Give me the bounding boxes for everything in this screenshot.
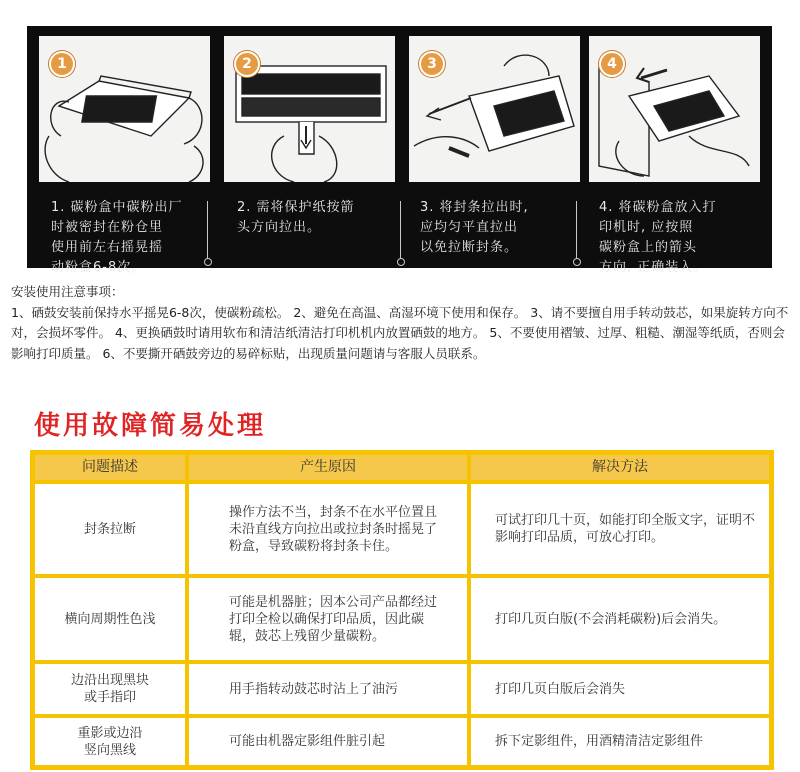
header-cause: 产生原因 bbox=[189, 455, 467, 480]
step-3-illustration bbox=[409, 36, 580, 182]
step-4-badge: 4 bbox=[599, 51, 625, 77]
installation-notes bbox=[11, 282, 791, 364]
step-4-illustration bbox=[589, 36, 760, 182]
troubleshoot-title: 使用故障简易处理 bbox=[34, 411, 267, 441]
installation-steps-banner bbox=[27, 26, 772, 275]
step-4-description: 4. 将碳粉盒放入打 印机时, 应按照 碳粉盒上的箭头 方向, 正确装入。 bbox=[599, 200, 717, 275]
notes-body: 1、硒鼓安装前保持水平摇晃6-8次，使碳粉疏松。 2、避免在高温、高湿环境下使用和保存。 3、请不要擅自用手转动鼓芯，如果旋转方向不对，会损坏零件。 4、更换硒鼓时请用软布和清洁纸清洁打印机机内放置硒鼓的地方。 5、不要使用褶皱、过厚、粗糙、潮湿等纸质，否则会影响打印质量。 6、不要撕开硒鼓旁边的易碎标贴，出现质量问题请与客服人员联系。 bbox=[11, 304, 789, 361]
table-row-problem: 封条拉断 bbox=[35, 484, 185, 574]
table-row-cause: 可能由机器定影组件脏引起 bbox=[189, 718, 467, 765]
table-row-cause: 可能是机器脏；因本公司产品都经过 打印全检以确保打印品质，因此碳辊，鼓芯上残留少量碳粉。 bbox=[189, 578, 467, 660]
step-1-description: 1. 碳粉盒中碳粉出厂 时被密封在粉仓里 使用前左右摇晃摇 动粉盒6-8次。 bbox=[51, 200, 183, 275]
table-row-solution: 拆下定影组件，用酒精清洁定影组件 bbox=[471, 718, 769, 765]
step-divider-line bbox=[207, 201, 208, 259]
header-problem: 问题描述 bbox=[35, 455, 185, 480]
troubleshoot-table bbox=[30, 450, 774, 770]
step-1-badge: 1 bbox=[49, 51, 75, 77]
header-solution: 解决方法 bbox=[471, 455, 769, 480]
table-row-solution: 打印几页白版后会消失 bbox=[471, 664, 769, 714]
step-1-illustration bbox=[39, 36, 210, 182]
step-2-badge: 2 bbox=[234, 51, 260, 77]
table-row-problem: 横向周期性色浅 bbox=[35, 578, 185, 660]
step-3-description: 3. 将封条拉出时, 应均匀平直拉出 以免拉断封条。 bbox=[420, 200, 529, 255]
step-2-illustration bbox=[224, 36, 395, 182]
table-row-solution: 可试打印几十页，如能打印全版文字，证明不影响打印品质，可放心打印。 bbox=[471, 484, 769, 574]
table-row-problem: 重影或边沿 竖向黑线 bbox=[35, 718, 185, 765]
step-divider-line bbox=[400, 201, 401, 259]
table-row-problem: 边沿出现黑块 或手指印 bbox=[35, 664, 185, 714]
step-divider-dot bbox=[573, 258, 581, 266]
step-3-badge: 3 bbox=[419, 51, 445, 77]
step-divider-line bbox=[576, 201, 577, 259]
table-row-cause: 用手指转动鼓芯时沾上了油污 bbox=[189, 664, 467, 714]
step-2-description: 2. 需将保护纸按箭 头方向拉出。 bbox=[237, 200, 355, 235]
step-divider-dot bbox=[204, 258, 212, 266]
step-divider-dot bbox=[397, 258, 405, 266]
table-row-solution: 打印几页白版(不会消耗碳粉)后会消失。 bbox=[471, 578, 769, 660]
table-row-cause: 操作方法不当，封条不在水平位置且未沿直线方向拉出或拉封条时摇晃了粉盒，导致碳粉将封条卡住。 bbox=[189, 484, 467, 574]
notes-heading: 安装使用注意事项： bbox=[11, 284, 124, 299]
